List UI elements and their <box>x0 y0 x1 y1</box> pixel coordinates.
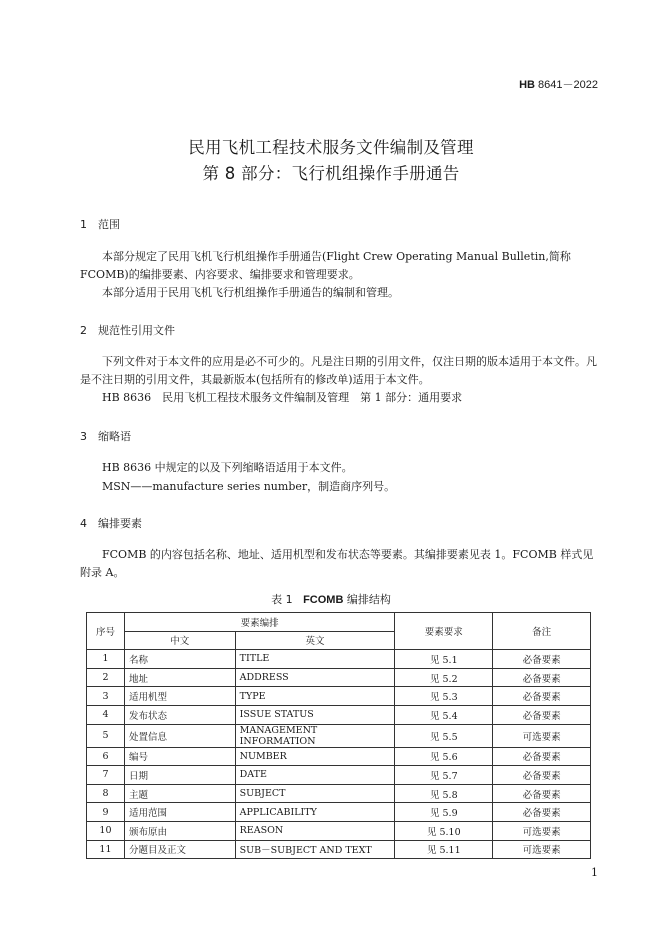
table-row <box>87 766 591 785</box>
cell-note: 必备要素 <box>493 687 591 706</box>
cell-note: 必备要素 <box>493 803 591 822</box>
cell-en: TYPE <box>235 687 395 706</box>
section-title: 规范性引用文件 <box>98 324 175 337</box>
cell-req: 见 5.5 <box>395 724 493 747</box>
table-row <box>87 650 591 669</box>
cell-en: DATE <box>235 766 395 785</box>
table-row <box>87 803 591 822</box>
cell-en: TITLE <box>235 650 395 669</box>
standard-prefix: HB <box>519 79 535 91</box>
table-caption <box>0 591 662 607</box>
fcomb-structure-table <box>86 612 591 859</box>
cell-req: 见 5.7 <box>395 766 493 785</box>
cell-cn: 分题目及正文 <box>124 840 235 859</box>
cell-cn: 名称 <box>124 650 235 669</box>
table-row <box>87 724 591 747</box>
table-row <box>87 668 591 687</box>
standard-code <box>519 76 598 92</box>
cell-note: 可选要素 <box>493 724 591 747</box>
section-2-reference: HB 8636 民用飞机工程技术服务文件编制及管理 第 1 部分：通用要求 <box>102 391 463 404</box>
cell-seq: 3 <box>87 687 125 706</box>
section-4-paragraph-1: FCOMB 的内容包括名称、地址、适用机型和发布状态等要素。其编排要素见表 1。FCOMB 样式见附录 A。 <box>80 548 594 579</box>
cell-note: 必备要素 <box>493 766 591 785</box>
cell-cn: 适用机型 <box>124 687 235 706</box>
section-3-paragraph-1: HB 8636 中规定的以及下列缩略语适用于本文件。 <box>102 461 353 474</box>
cell-req: 见 5.10 <box>395 821 493 840</box>
table-row <box>87 747 591 766</box>
cell-cn: 适用范围 <box>124 803 235 822</box>
table-row <box>87 687 591 706</box>
header-note: 备注 <box>493 613 591 650</box>
cell-seq: 9 <box>87 803 125 822</box>
cell-seq: 4 <box>87 705 125 724</box>
cell-cn: 主题 <box>124 784 235 803</box>
document-title-line2: 第 8 部分：飞行机组操作手册通告 <box>202 164 460 183</box>
header-group: 要素编排 <box>124 613 394 632</box>
cell-req: 见 5.4 <box>395 705 493 724</box>
section-1-paragraph-1: 本部分规定了民用飞机飞行机组操作手册通告(Flight Crew Operating Manual Bulletin,简称 FCOMB)的编排要素、内容要求、编排要求和管理要求。 <box>80 250 571 281</box>
cell-en: NUMBER <box>235 747 395 766</box>
header-chinese: 中文 <box>124 631 235 650</box>
table-row <box>87 821 591 840</box>
cell-req: 见 5.6 <box>395 747 493 766</box>
table-row <box>87 784 591 803</box>
section-number: 1 <box>80 218 87 231</box>
cell-note: 可选要素 <box>493 821 591 840</box>
table-row <box>87 840 591 859</box>
section-title: 缩略语 <box>98 430 131 443</box>
cell-en: MANAGEMENT INFORMATION <box>235 724 395 747</box>
cell-seq: 1 <box>87 650 125 669</box>
cell-req: 见 5.1 <box>395 650 493 669</box>
header-english: 英文 <box>235 631 395 650</box>
cell-cn: 地址 <box>124 668 235 687</box>
section-title: 范围 <box>98 218 120 231</box>
table-caption-prefix: 表 1 <box>271 593 293 606</box>
section-2-heading <box>80 322 175 338</box>
page-number: 1 <box>591 866 598 879</box>
section-2-paragraph-1: 下列文件对于本文件的应用是必不可少的。凡是注日期的引用文件，仅注日期的版本适用于本文件。凡是不注日期的引用文件，其最新版本(包括所有的修改单)适用于本文件。 <box>80 355 597 386</box>
cell-seq: 2 <box>87 668 125 687</box>
section-1-paragraph-2: 本部分适用于民用飞机飞行机组操作手册通告的编制和管理。 <box>102 286 399 299</box>
cell-en: REASON <box>235 821 395 840</box>
cell-en: ISSUE STATUS <box>235 705 395 724</box>
header-requirement: 要素要求 <box>395 613 493 650</box>
cell-note: 可选要素 <box>493 840 591 859</box>
section-1-heading <box>80 216 120 232</box>
cell-note: 必备要素 <box>493 784 591 803</box>
cell-en: SUB－SUBJECT AND TEXT <box>235 840 395 859</box>
cell-note: 必备要素 <box>493 705 591 724</box>
section-title: 编排要素 <box>98 517 142 530</box>
cell-seq: 10 <box>87 821 125 840</box>
cell-seq: 5 <box>87 724 125 747</box>
table-row <box>87 705 591 724</box>
section-3-paragraph-2: MSN——manufacture series number，制造商序列号。 <box>102 480 396 493</box>
cell-seq: 11 <box>87 840 125 859</box>
cell-en: SUBJECT <box>235 784 395 803</box>
cell-note: 必备要素 <box>493 747 591 766</box>
cell-seq: 8 <box>87 784 125 803</box>
section-number: 3 <box>80 430 87 443</box>
header-seq: 序号 <box>87 613 125 650</box>
cell-seq: 6 <box>87 747 125 766</box>
section-4-heading <box>80 515 142 531</box>
cell-seq: 7 <box>87 766 125 785</box>
cell-en: ADDRESS <box>235 668 395 687</box>
cell-en: APPLICABILITY <box>235 803 395 822</box>
cell-cn: 日期 <box>124 766 235 785</box>
table-caption-bold: FCOMB <box>303 594 344 606</box>
cell-req: 见 5.9 <box>395 803 493 822</box>
cell-req: 见 5.3 <box>395 687 493 706</box>
cell-note: 必备要素 <box>493 650 591 669</box>
cell-cn: 处置信息 <box>124 724 235 747</box>
section-number: 2 <box>80 324 87 337</box>
cell-req: 见 5.11 <box>395 840 493 859</box>
table-caption-suffix: 编排结构 <box>346 593 391 606</box>
section-number: 4 <box>80 517 87 530</box>
section-3-heading <box>80 428 131 444</box>
standard-number: 8641－2022 <box>538 79 598 91</box>
cell-cn: 发布状态 <box>124 705 235 724</box>
cell-req: 见 5.8 <box>395 784 493 803</box>
cell-req: 见 5.2 <box>395 668 493 687</box>
document-title-line1: 民用飞机工程技术服务文件编制及管理 <box>188 138 474 157</box>
cell-cn: 编号 <box>124 747 235 766</box>
cell-note: 必备要素 <box>493 668 591 687</box>
cell-cn: 颁布原由 <box>124 821 235 840</box>
